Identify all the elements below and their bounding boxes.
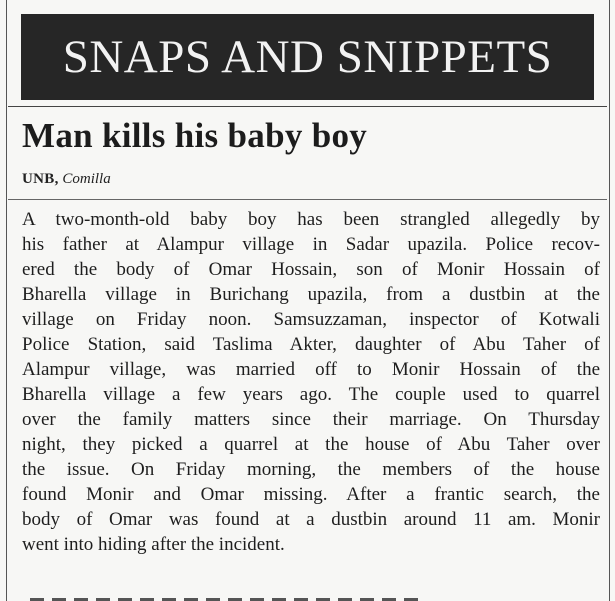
body-line: the issue. On Friday morning, the members of the house (22, 459, 600, 480)
section-banner-title: SNAPS AND SNIPPETS (62, 31, 553, 83)
body-line: A two-month-old baby boy has been strangled allegedly by (22, 209, 600, 230)
body-line: village on Friday noon. Samsuzzaman, inspector of Kotwali (22, 309, 600, 330)
body-line: over the family matters since their marriage. On Thursday (22, 409, 600, 430)
byline-place: Comilla (62, 171, 111, 187)
body-line: Police Station, said Taslima Akter, daughter of Abu Taher of (22, 334, 600, 355)
body-line: body of Omar was found at a dustbin around 11 am. Monir (22, 509, 600, 530)
body-line: his father at Alampur village in Sadar upazila. Police recov- (22, 234, 600, 255)
body-line: night, they picked a quarrel at the house of Abu Taher over (22, 434, 600, 455)
article-body (22, 207, 600, 557)
body-line: found Monir and Omar missing. After a frantic search, the (22, 484, 600, 505)
body-line: Alampur village, was married off to Monir Hossain of the (22, 359, 600, 380)
article-headline: Man kills his baby boy (22, 116, 368, 155)
divider (8, 106, 607, 107)
byline (22, 170, 111, 188)
body-line: ered the body of Omar Hossain, son of Monir Hossain of (22, 259, 600, 280)
body-line: Bharella village in Burichang upazila, from a dustbin at the (22, 284, 600, 305)
section-banner (21, 14, 594, 100)
divider (8, 199, 607, 200)
body-line: Bharella village a few years ago. The couple used to quarrel (22, 384, 600, 405)
body-line: went into hiding after the incident. (22, 534, 285, 555)
byline-agency: UNB, (22, 171, 59, 187)
cropped-next-line (30, 593, 420, 601)
